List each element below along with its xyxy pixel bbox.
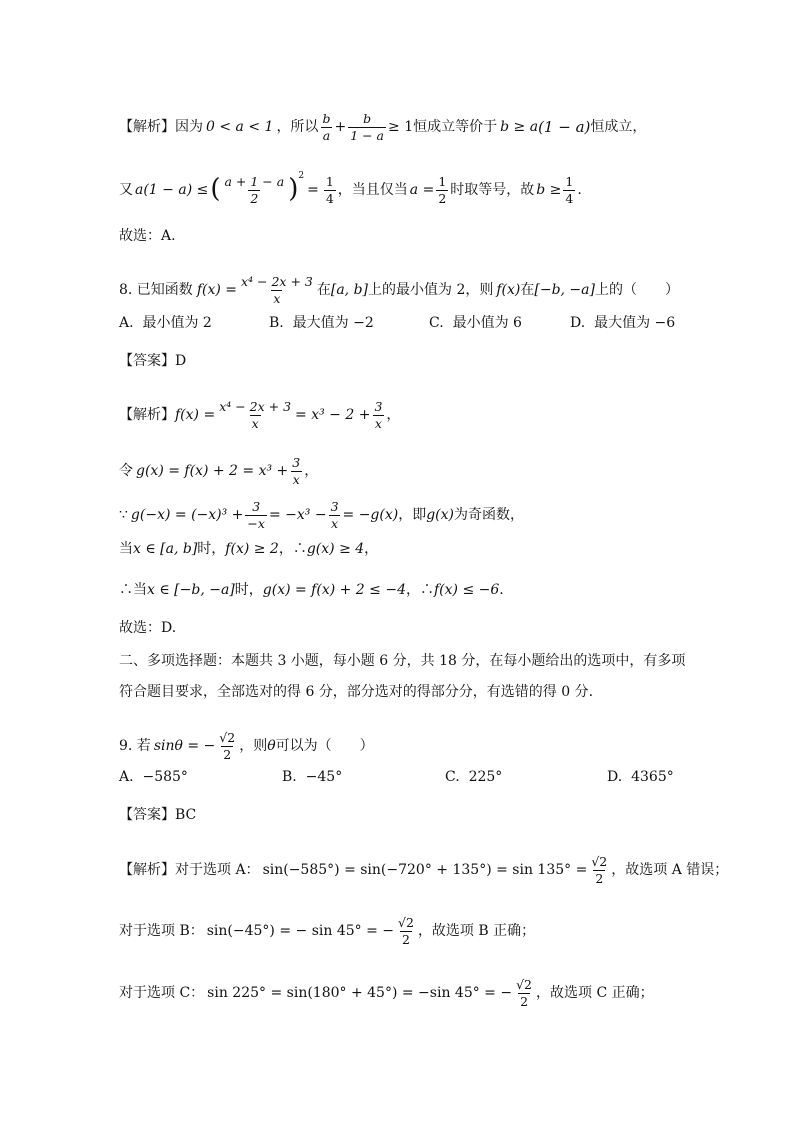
answer-label: 【答案】BC	[119, 807, 197, 823]
q8-choose	[119, 621, 714, 635]
math: x ∈ [a, b]	[133, 541, 198, 557]
fraction: $\frac{\text{x⁴ − 2x + 3}}{x}$	[241, 274, 313, 306]
math: sin(−585°) = sin(−720° + 135°) = sin 135° =	[262, 862, 588, 879]
q8-stem	[119, 275, 714, 306]
text: 恒成立，	[590, 119, 647, 136]
fraction: $\frac{√2}{2}$	[398, 915, 414, 947]
math: sinθ = −	[153, 738, 216, 755]
text: 时，	[234, 582, 263, 598]
text: 上的最小值为 2，则	[368, 282, 494, 299]
text: 对于选项 A：	[175, 862, 260, 879]
fraction: $\frac{b}{a}$	[322, 111, 331, 143]
q7-analysis-line1: 【解析】 因为 0 < a < 1 ，所以 $\frac{b}{a}$ + $\frac{b}{1 - a}$ ≥ 1恒成立等价于 b ≥ a (1 − a) 恒成立，	[119, 111, 647, 143]
q8-answer	[119, 354, 714, 368]
math: g(x) = f(x) + 2 = x³ +	[136, 463, 289, 480]
math: = x³ − 2 +	[295, 407, 371, 424]
text: ，当且仅当	[337, 182, 408, 199]
math: f(x) =	[196, 282, 237, 299]
section-text: 符合题目要求，全部选对的得 6 分，部分选对的得部分分，有选错的得 0 分.	[119, 684, 594, 700]
text: 在	[520, 282, 535, 299]
fraction: $\frac{b}{1 - a}$	[350, 111, 385, 143]
math: g(x) = f(x) + 2 ≤ −4	[262, 582, 406, 598]
fraction: $\frac{a + 1 - a}{2}$	[224, 174, 285, 206]
q7-analysis-line2: 又 a(1 − a) ≤ ( $\frac{a + 1 - a}{2}$ ) $^2$ = $\frac{1}{4}$ ，当且仅当 a = $\frac{1}{2}$ 时取等号，故 b ≥ $\frac{1}{4}$ .	[119, 170, 582, 206]
text: ∴当	[119, 582, 147, 598]
text: ，所以	[276, 119, 319, 136]
math: 0 < a < 1	[206, 119, 274, 136]
text: .	[577, 182, 582, 199]
text: ，∴	[406, 582, 434, 598]
q7-choose	[119, 229, 714, 243]
text: ，	[304, 463, 319, 480]
text: ，	[364, 541, 379, 557]
analysis-label: 【解析】	[119, 862, 175, 879]
analysis-label: 【解析】	[119, 407, 175, 424]
text: 因为	[175, 119, 203, 136]
fraction: $\frac{3}{x}$	[374, 399, 383, 431]
fraction: $\frac{3}{x}$	[292, 455, 301, 487]
math: b ≥	[536, 182, 562, 199]
text: 上的（ ）	[594, 282, 679, 299]
fraction: $\frac{1}{4}$	[325, 174, 334, 206]
option-c: C. 最小值为 6	[429, 315, 522, 331]
math: f(x) ≥ 2	[225, 541, 279, 557]
text: 可以为（ ）	[275, 738, 374, 755]
answer-label: 【答案】D	[119, 353, 187, 369]
text: 时取等号，故	[450, 182, 535, 199]
q9-analysis-b	[119, 916, 714, 947]
math: sin(−45°) = − sin 45° = −	[206, 923, 395, 940]
q8-analysis-line5	[119, 583, 714, 597]
option-a: A. −585°	[119, 769, 188, 785]
fraction: $\frac{1}{4}$	[565, 174, 574, 206]
exponent: 2	[298, 170, 305, 181]
option-d: D. 4365°	[607, 769, 674, 785]
math: x ∈ [−b, −a]	[147, 582, 235, 598]
math: θ	[267, 738, 276, 755]
text: 故选：D.	[119, 620, 177, 636]
text: 又	[119, 182, 133, 199]
text: ≥ 1恒成立等价于	[388, 119, 498, 136]
fraction: $\frac{√2}{2}$	[516, 977, 533, 1009]
q9-analysis-a	[119, 854, 729, 886]
q8-analysis-line1	[119, 400, 714, 431]
math: [a, b]	[330, 282, 368, 299]
fraction: $\frac{√2}{2}$	[219, 730, 236, 762]
math: a =	[409, 182, 435, 199]
analysis-label: 【解析】	[119, 119, 175, 136]
math: f(x)	[496, 282, 521, 299]
q8-analysis-line3	[119, 500, 714, 531]
text: ，故选项 C 正确；	[536, 985, 654, 1002]
fraction: $\frac{3}{x}$	[330, 499, 339, 531]
text: ，∴	[278, 541, 307, 557]
q8-analysis-line4	[119, 542, 714, 556]
math: =	[307, 182, 319, 199]
text: 故选：A.	[119, 228, 176, 244]
math: a(1 − a) ≤	[135, 182, 209, 199]
math: = −x³ −	[268, 507, 327, 524]
option-c: C. 225°	[445, 769, 503, 785]
q9-answer	[119, 808, 714, 822]
math: (1 − a)	[538, 117, 591, 136]
math: = −g(x)	[342, 507, 399, 524]
q9-analysis-c	[119, 978, 714, 1009]
section2-line2	[119, 685, 714, 699]
math: g(x) ≥ 4	[306, 541, 365, 557]
text: 为奇函数，	[454, 507, 524, 524]
text: .	[499, 582, 504, 598]
text: ，则	[239, 738, 268, 755]
fraction: $\frac{3}{-x}$	[247, 499, 265, 531]
text: ，故选项 B 正确；	[417, 923, 536, 940]
math: g(x)	[426, 507, 454, 524]
section-heading: 二、多项选择题：本题共 3 小题，每小题 6 分，共 18 分，在每小题给出的选项中，有多项	[119, 653, 686, 669]
q9-stem	[119, 731, 714, 762]
fraction: $\frac{\text{x⁴ − 2x + 3}}{x}$	[219, 399, 292, 431]
math: f(x) =	[175, 407, 216, 424]
section2-line1	[119, 654, 714, 668]
math: g(−x) = (−x)³ +	[130, 507, 244, 524]
option-b: B. −45°	[282, 769, 343, 785]
text: 时，	[197, 541, 226, 557]
text: 在	[316, 282, 331, 299]
math: sin 225° = sin(180° + 45°) = −sin 45° = −	[207, 985, 513, 1002]
text: 令	[119, 463, 133, 480]
math: [−b, −a]	[534, 282, 595, 299]
text: 对于选项 B：	[119, 923, 204, 940]
question-number: 8. 已知函数	[119, 282, 193, 299]
fraction: $\frac{1}{2}$	[438, 174, 447, 206]
q8-analysis-line2	[119, 456, 714, 487]
text: 当	[119, 541, 133, 557]
fraction: $\frac{√2}{2}$	[591, 854, 608, 886]
text: ∵	[119, 507, 128, 524]
math: b ≥ a	[500, 119, 539, 136]
option-a: A. 最小值为 2	[119, 315, 212, 331]
text: ，即	[398, 507, 427, 524]
option-d: D. 最大值为 −6	[570, 315, 676, 331]
option-b: B. 最大值为 −2	[269, 315, 374, 331]
text: 对于选项 C：	[119, 985, 205, 1002]
question-number: 9. 若	[119, 738, 151, 755]
text: ，故选项 A 错误；	[611, 862, 729, 879]
text: ，	[386, 407, 401, 424]
math: f(x) ≤ −6	[434, 582, 500, 598]
